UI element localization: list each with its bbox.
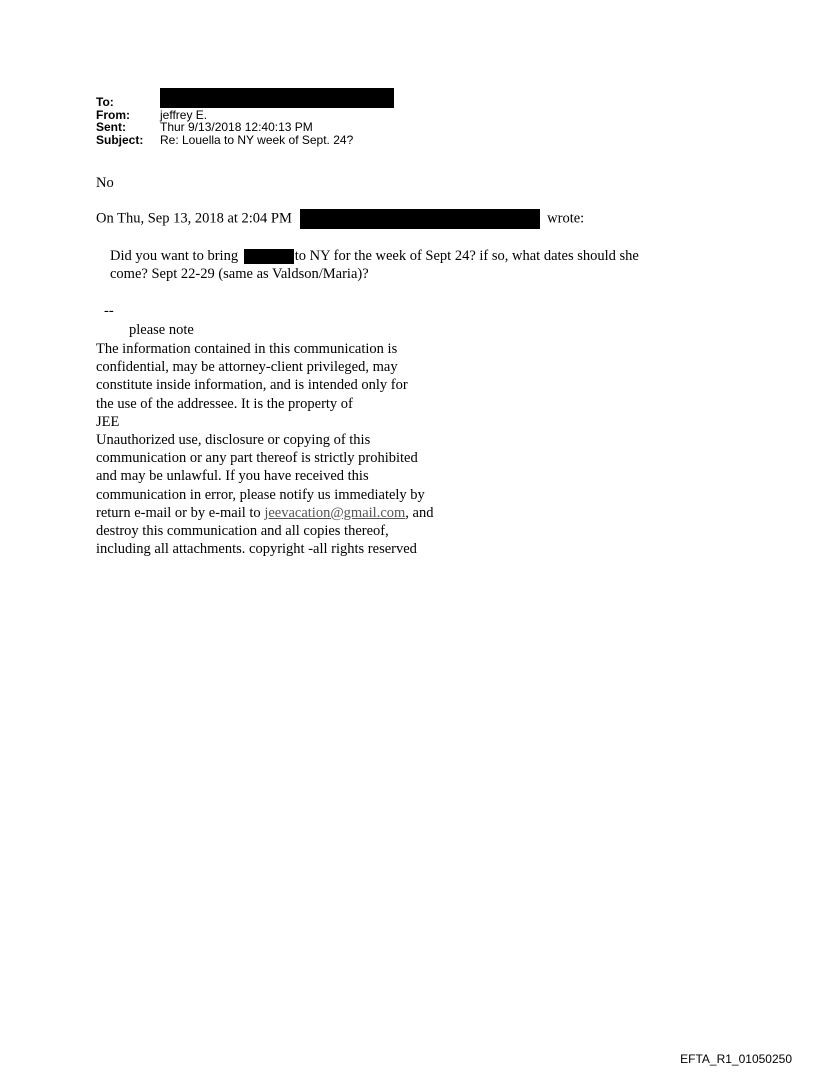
disclaimer-line: destroy this communication and all copies thereof, bbox=[96, 523, 389, 540]
document-id: EFTA_R1_01050250 bbox=[680, 1052, 792, 1066]
to-label: To: bbox=[96, 95, 114, 109]
subject-label: Subject: bbox=[96, 132, 144, 147]
signature-note: please note bbox=[129, 322, 194, 338]
email-link[interactable]: jeevacation@gmail.com bbox=[264, 504, 406, 521]
disclaimer bbox=[96, 340, 433, 558]
disclaimer-line: constitute inside information, and is intended only for bbox=[96, 377, 408, 394]
redacted-recipient bbox=[160, 88, 394, 108]
subject-value: Re: Louella to NY week of Sept. 24? bbox=[160, 132, 354, 147]
signature-dashes: -- bbox=[104, 303, 114, 319]
disclaimer-line: The information contained in this communication is bbox=[96, 341, 398, 357]
quoted-line-2: come? Sept 22-29 (same as Valdson/Maria)? bbox=[110, 266, 369, 283]
disclaimer-line: communication or any part thereof is strictly prohibited bbox=[96, 450, 418, 467]
disclaimer-line: and may be unlawful. If you have received this bbox=[96, 468, 369, 485]
to-row bbox=[96, 96, 394, 109]
quote-intro-suffix: wrote: bbox=[547, 210, 585, 227]
disclaimer-line: including all attachments. copyright -all rights reserved bbox=[96, 541, 417, 558]
quote-intro-prefix: On Thu, Sep 13, 2018 at 2:04 PM bbox=[96, 210, 292, 227]
quote-intro bbox=[96, 209, 584, 229]
subject-row bbox=[96, 134, 394, 147]
reply-text: No bbox=[96, 175, 114, 191]
disclaimer-return-suffix: , and bbox=[405, 504, 434, 521]
sent-label: Sent: bbox=[96, 120, 126, 134]
from-label: From: bbox=[96, 107, 130, 122]
from-value: jeffrey E. bbox=[160, 107, 208, 122]
sent-value: Thur 9/13/2018 12:40:13 PM bbox=[160, 120, 313, 134]
quoted-message bbox=[110, 247, 639, 283]
quoted-line-1-suffix: to NY for the week of Sept 24? if so, what dates should she bbox=[294, 248, 639, 264]
disclaimer-line: communication in error, please notify us immediately by bbox=[96, 486, 425, 503]
redacted-sender bbox=[300, 209, 540, 229]
sent-row bbox=[96, 121, 394, 134]
disclaimer-line: JEE bbox=[96, 413, 120, 430]
disclaimer-return-prefix: return e-mail or by e-mail to bbox=[96, 504, 261, 521]
quoted-line-1-prefix: Did you want to bring bbox=[110, 248, 239, 264]
email-header bbox=[96, 96, 394, 146]
redacted-name bbox=[244, 249, 294, 264]
disclaimer-line: confidential, may be attorney-client privileged, may bbox=[96, 359, 398, 376]
disclaimer-line: Unauthorized use, disclosure or copying of this bbox=[96, 432, 371, 449]
disclaimer-line-return bbox=[96, 504, 433, 522]
quoted-line-1 bbox=[110, 247, 639, 265]
disclaimer-line: the use of the addressee. It is the property of bbox=[96, 395, 353, 412]
